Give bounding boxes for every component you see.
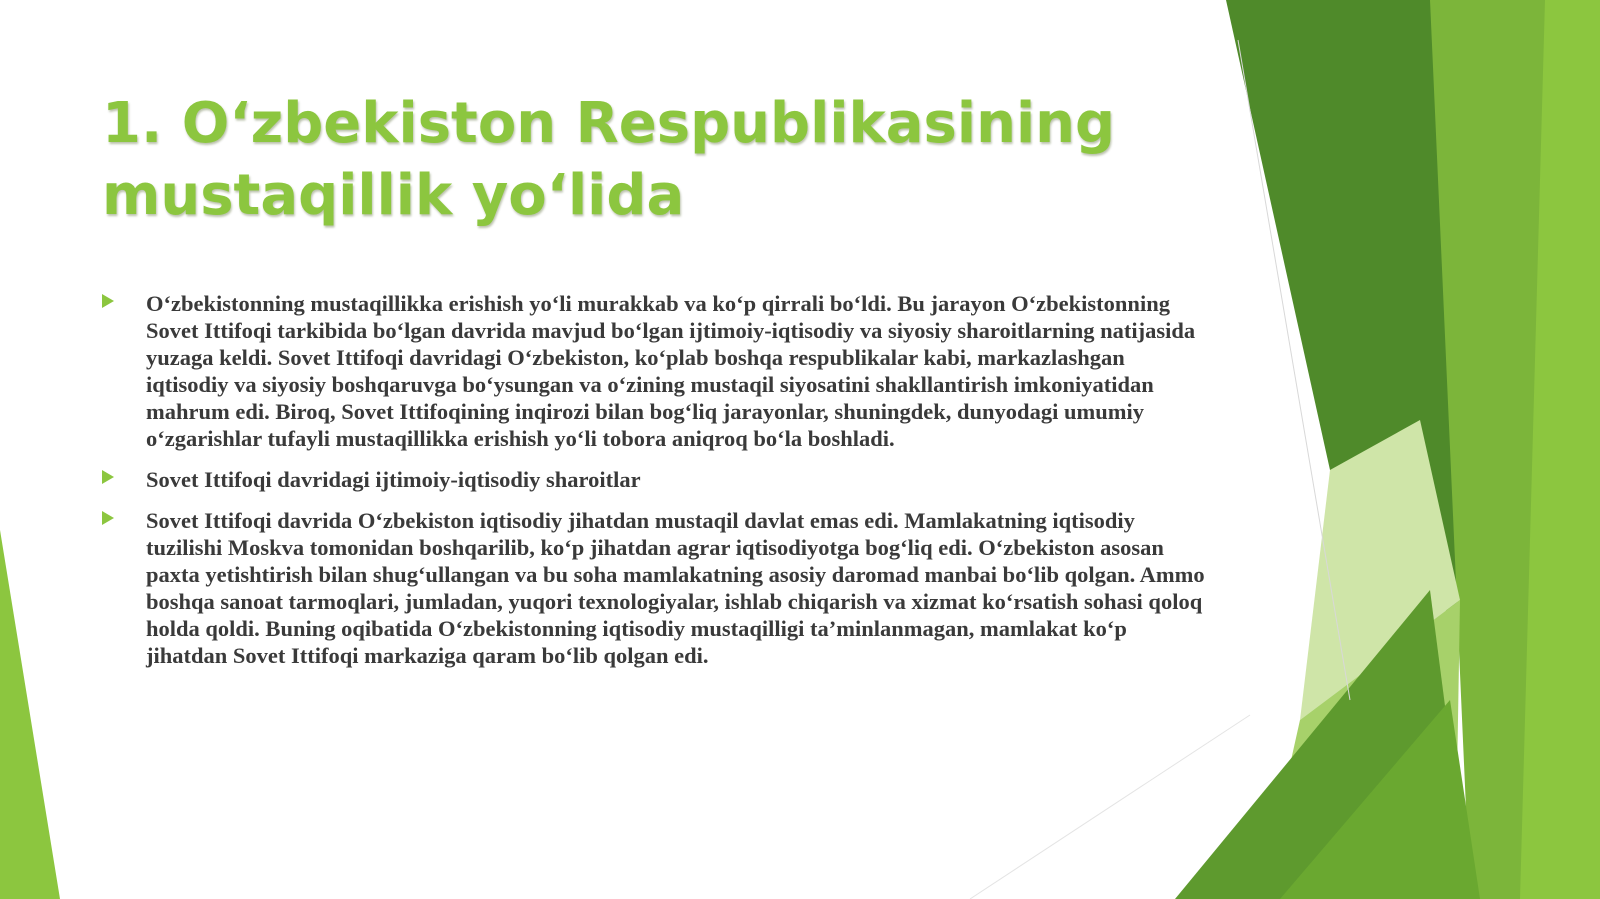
bullet-list [102, 290, 1212, 683]
bullet-item [102, 466, 1212, 493]
bullet-text: O‘zbekistonning mustaqillikka erishish yo‘li murakkab va ko‘p qirrali bo‘ldi. Bu jarayon O‘zbekistonning Sovet Ittifoqi tarkibida bo‘lgan davrida mavjud bo‘lgan ijtimoiy-iqtisodiy va siyosiy sharoitlarning natijasida yuzaga keldi. Sovet Ittifoqi davridagi O‘zbekiston, ko‘plab boshqa respublikalar kabi, markazlashgan iqtisodiy va siyosiy boshqaruvga bo‘ysungan va o‘zining mustaqil siyosatini shakllantirish imkoniyatidan mahrum edi. Biroq, Sovet Ittifoqining inqirozi bilan bog‘liq jarayonlar, shuningdek, dunyodagi umumiy o‘zgarishlar tufayli mustaqillikka erishish yo‘li tobora aniqroq bo‘la boshladi. [146, 291, 1196, 451]
triangle-right-bullet-icon [102, 511, 114, 525]
bullet-text: Sovet Ittifoqi davridagi ijtimoiy-iqtisodiy sharoitlar [146, 467, 641, 492]
triangle-right-bullet-icon [102, 294, 114, 308]
bullet-text: Sovet Ittifoqi davrida O‘zbekiston iqtisodiy jihatdan mustaqil davlat emas edi. Mamlakatning iqtisodiy tuzilishi Moskva tomonidan boshqarilib, ko‘p jihatdan agrar iqtisodiyotga bog‘liq edi. O‘zbekiston asosan paxta yetishtirish bilan shug‘ullangan va bu soha mamlakatning asosiy daromad manbai bo‘lib qolgan. Ammo boshqa sanoat tarmoqlari, jumladan, yuqori texnologiyalar, ishlab chiqarish va xizmat ko‘rsatish sohasi qoloq holda qoldi. Buning oqibatida O‘zbekistonning iqtisodiy mustaqilligi ta’minlanmagan, mamlakat ko‘p jihatdan Sovet Ittifoqi markaziga qaram bo‘lib qolgan edi. [146, 508, 1205, 668]
left-green-sliver [0, 530, 60, 899]
slide-title: 1. O‘zbekiston Respublikasining mustaqillik yo‘lida [102, 91, 1116, 228]
bullet-item [102, 507, 1212, 669]
triangle-right-bullet-icon [102, 470, 114, 484]
bullet-item [102, 290, 1212, 452]
